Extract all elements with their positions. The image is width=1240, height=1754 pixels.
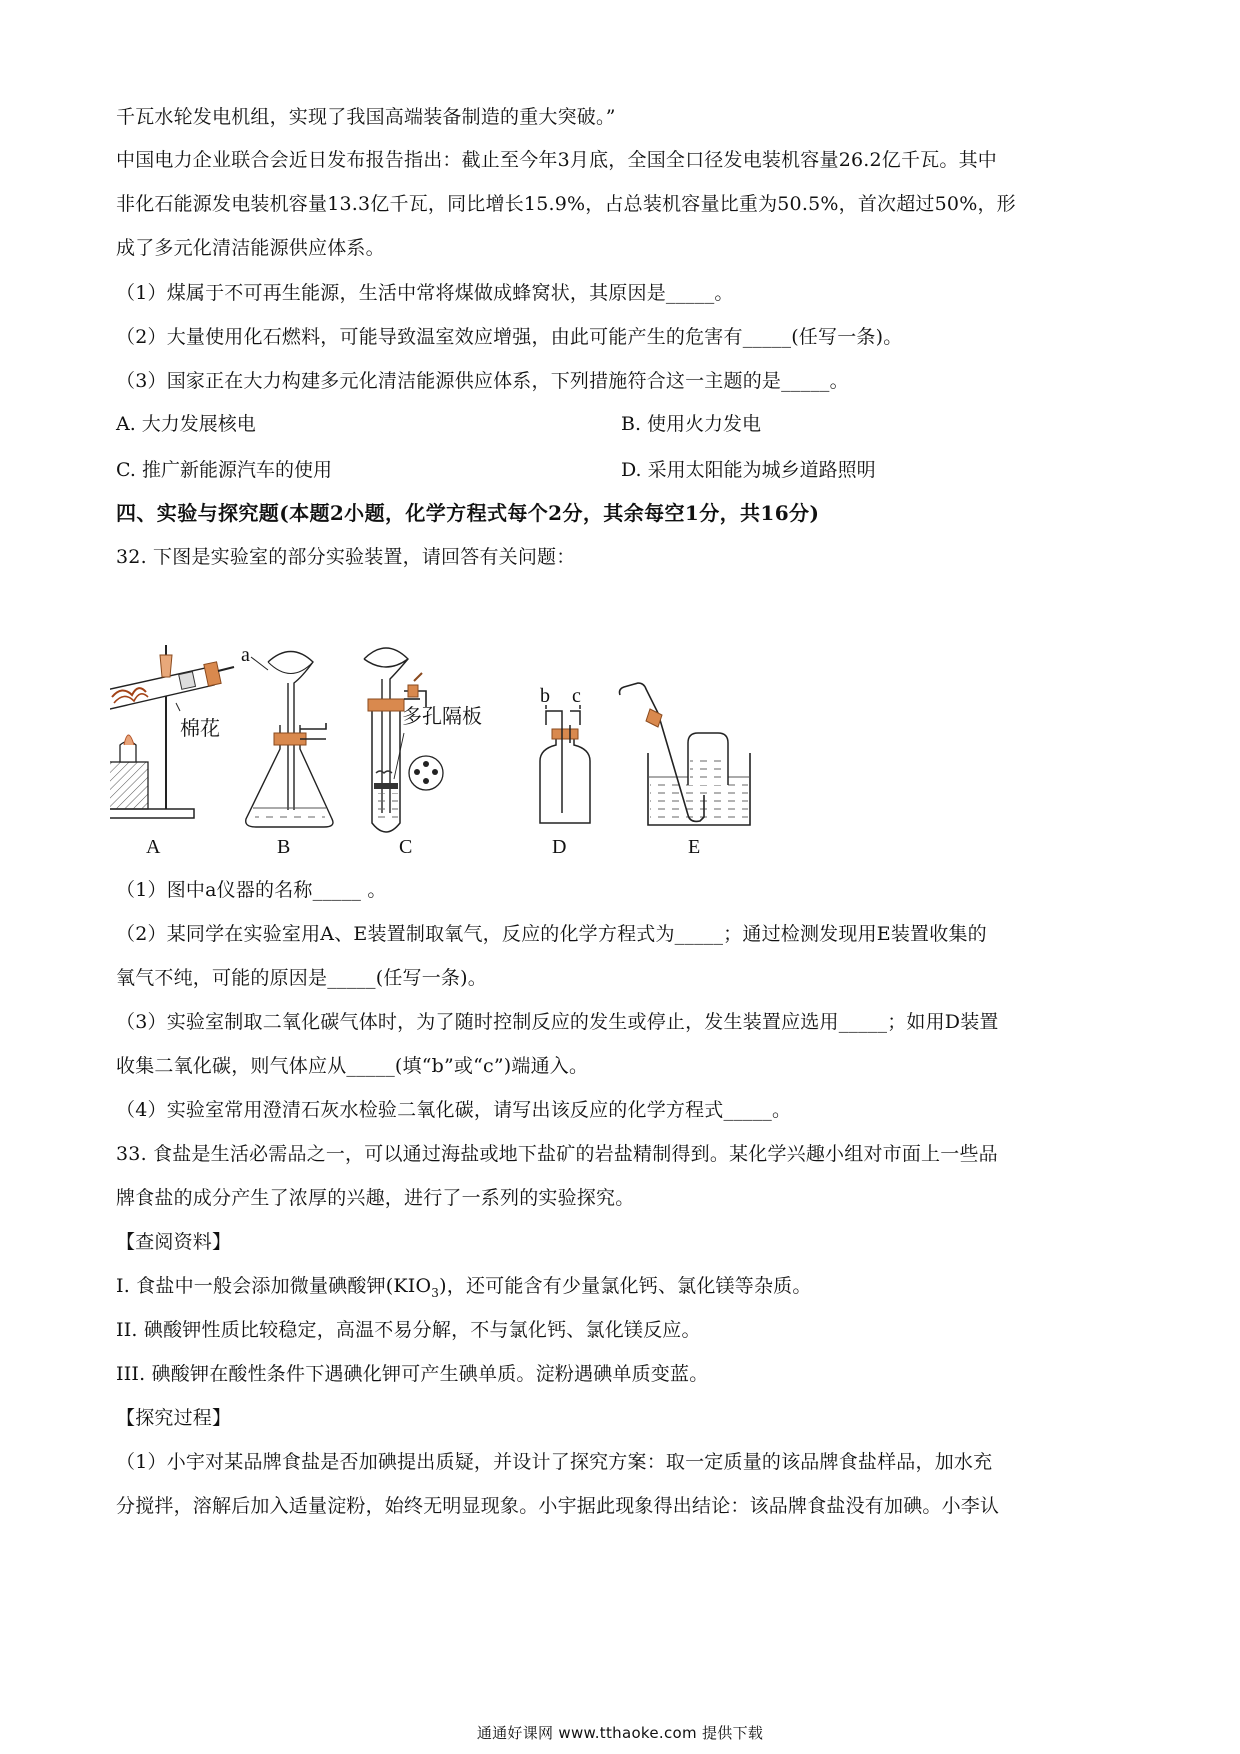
q32-part1: （1）图中a仪器的名称_____ 。 <box>116 879 387 901</box>
apparatus-e-water-trough <box>620 683 751 825</box>
intro-paragraph-tail: 千瓦水轮发电机组，实现了我国高端装备制造的重大突破。” <box>116 106 616 128</box>
caption-b: B <box>277 836 291 855</box>
apparatus-d-gas-bottle <box>540 685 590 823</box>
porous-plate-label: 多孔隔板 <box>402 706 482 728</box>
materials-heading: 【查阅资料】 <box>116 1231 232 1253</box>
option-b: B. 使用火力发电 <box>621 413 762 435</box>
apparatus-b-conical-flask <box>241 645 333 827</box>
caption-d: D <box>552 836 567 855</box>
q32-part3-line-1: （3）实验室制取二氧化碳气体时，为了随时控制反应的发生或停止，发生装置应选用_____；如用D装置 <box>116 1011 999 1033</box>
section-4-title: 四、实验与探究题(本题2小题，化学方程式每个2分，其余每空1分，共16分) <box>116 501 820 525</box>
page-footer: 通通好课网 www.tthaoke.com 提供下载 <box>476 1724 764 1742</box>
q33-stem-line-1: 33. 食盐是生活必需品之一，可以通过海盐或地下盐矿的岩盐精制得到。某化学兴趣小组对市面上一些品 <box>116 1143 998 1165</box>
apparatus-figure <box>110 645 870 855</box>
option-d: D. 采用太阳能为城乡道路照明 <box>621 459 876 481</box>
q32-stem: 32. 下图是实验室的部分实验装置，请回答有关问题： <box>116 546 576 568</box>
option-c: C. 推广新能源汽车的使用 <box>116 459 332 481</box>
process-1-line-2: 分搅拌，溶解后加入适量淀粉，始终无明显现象。小宇据此现象得出结论：该品牌食盐没有加碘。小李认 <box>116 1495 1000 1517</box>
cotton-label: 棉花 <box>180 718 220 740</box>
q31-part2: （2）大量使用化石燃料，可能导致温室效应增强，由此可能产生的危害有_____(任写一条)。 <box>116 326 903 348</box>
q33-stem-line-2: 牌食盐的成分产生了浓厚的兴趣，进行了一系列的实验探究。 <box>116 1187 635 1209</box>
q31-part3: （3）国家正在大力构建多元化清洁能源供应体系，下列措施符合这一主题的是_____。 <box>116 370 849 392</box>
material-1-text-end: )，还可能含有少量氯化钙、氯化镁等杂质。 <box>439 1275 812 1297</box>
apparatus-c-porous-plate-tube <box>364 648 482 832</box>
q32-part2-line-2: 氧气不纯，可能的原因是_____(任写一条)。 <box>116 967 487 989</box>
inlet-b-label: b <box>540 685 550 707</box>
q31-part1: （1）煤属于不可再生能源，生活中常将煤做成蜂窝状，其原因是_____。 <box>116 282 734 304</box>
material-1-subscript: 3 <box>431 1285 440 1300</box>
material-1 <box>116 1272 1126 1300</box>
process-1-line-1: （1）小宇对某品牌食盐是否加碘提出质疑，并设计了探究方案：取一定质量的该品牌食盐样品，加水充 <box>116 1451 993 1473</box>
q32-part3-line-2: 收集二氧化碳，则气体应从_____(填“b”或“c”)端通入。 <box>116 1055 589 1077</box>
process-heading: 【探究过程】 <box>116 1407 232 1429</box>
report-paragraph-line-1: 中国电力企业联合会近日发布报告指出：截止至今年3月底，全国全口径发电装机容量26.2亿千瓦。其中 <box>116 149 997 171</box>
inlet-c-label: c <box>572 685 581 707</box>
caption-a: A <box>146 836 161 855</box>
q31-options <box>116 410 1126 484</box>
report-paragraph-line-3: 成了多元化清洁能源供应体系。 <box>116 237 385 259</box>
material-3: III. 碘酸钾在酸性条件下遇碘化钾可产生碘单质。淀粉遇碘单质变蓝。 <box>116 1363 709 1385</box>
report-paragraph-line-2: 非化石能源发电装机容量13.3亿千瓦，同比增长15.9%，占总装机容量比重为50.5%，首次超过50%，形 <box>116 193 1016 215</box>
instrument-a-label: a <box>241 645 250 666</box>
material-2: II. 碘酸钾性质比较稳定，高温不易分解，不与氯化钙、氯化镁反应。 <box>116 1319 701 1341</box>
caption-e: E <box>688 836 701 855</box>
material-1-text: I. 食盐中一般会添加微量碘酸钾(KIO <box>116 1275 432 1297</box>
apparatus-a-heating-tube <box>110 645 234 818</box>
option-a: A. 大力发展核电 <box>116 413 256 435</box>
caption-c: C <box>399 836 413 855</box>
q32-part2-line-1: （2）某同学在实验室用A、E装置制取氧气，反应的化学方程式为_____；通过检测发现用E装置收集的 <box>116 923 987 945</box>
q32-part4: （4）实验室常用澄清石灰水检验二氧化碳，请写出该反应的化学方程式_____。 <box>116 1099 792 1121</box>
